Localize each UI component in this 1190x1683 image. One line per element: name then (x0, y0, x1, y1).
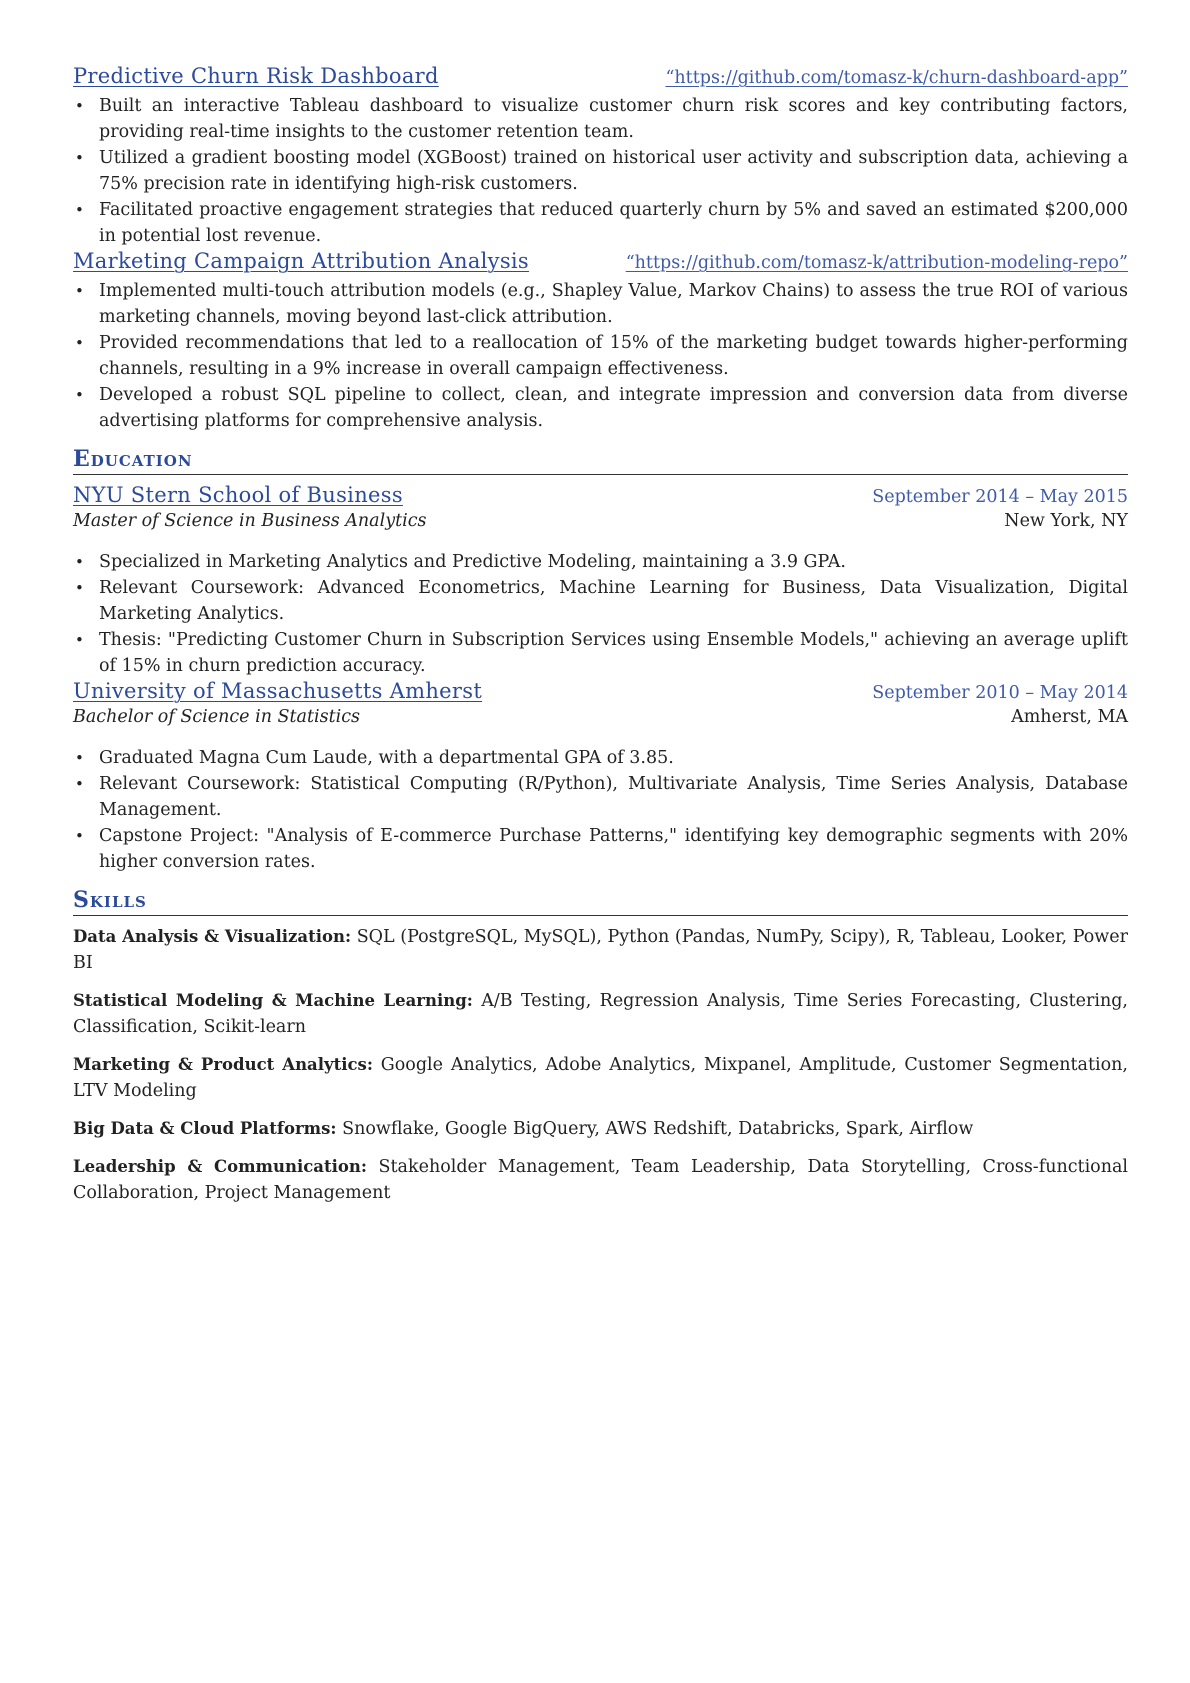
project-bullets (73, 278, 1128, 434)
location: New York, NY (1004, 511, 1128, 531)
project-repo-link[interactable]: “https://github.com/tomasz-k/churn-dashboard-app” (665, 68, 1128, 88)
skill-label: Statistical Modeling & Machine Learning: (73, 991, 473, 1010)
bullet-item: • Utilized a gradient boosting model (XGBoost) trained on historical user activity and subscription data, achieving a 75% precision rate in identifying high-risk customers. (73, 145, 1128, 197)
skill-row (73, 988, 1128, 1040)
bullet-item: • Graduated Magna Cum Laude, with a departmental GPA of 3.85. (73, 745, 1128, 771)
education-entry (73, 679, 1128, 875)
school-name[interactable]: University of Massachusetts Amherst (73, 679, 483, 703)
project-bullets (73, 93, 1128, 249)
skill-label: Marketing & Product Analytics: (73, 1055, 373, 1074)
bullet-item: • Thesis: "Predicting Customer Churn in Subscription Services using Ensemble Models," achieving an average uplift of 15% in churn prediction accuracy. (73, 627, 1128, 679)
bullet-item: • Capstone Project: "Analysis of E-commerce Purchase Patterns," identifying key demographic segments with 20% higher conversion rates. (73, 823, 1128, 875)
project-repo-link[interactable]: “https://github.com/tomasz-k/attribution-modeling-repo” (625, 253, 1128, 273)
bullet-item: • Provided recommendations that led to a reallocation of 15% of the marketing budget towards higher-performing channels, resulting in a 9% increase in overall campaign effectiveness. (73, 330, 1128, 382)
bullet-item: • Relevant Coursework: Statistical Computing (R/Python), Multivariate Analysis, Time Series Analysis, Database Management. (73, 771, 1128, 823)
education-header (73, 483, 1128, 511)
project-entry (73, 64, 1128, 249)
degree: Bachelor of Science in Statistics (73, 707, 360, 727)
project-title[interactable]: Marketing Campaign Attribution Analysis (73, 249, 529, 273)
degree: Master of Science in Business Analytics (73, 511, 427, 531)
section-heading-education: Education (73, 444, 1128, 475)
skill-row (73, 924, 1128, 976)
education-dates: September 2010 – May 2014 (872, 683, 1128, 703)
bullet-item: • Facilitated proactive engagement strategies that reduced quarterly churn by 5% and saved an estimated $200,000 in potential lost revenue. (73, 197, 1128, 249)
location: Amherst, MA (1011, 707, 1128, 727)
education-bullets (73, 745, 1128, 875)
bullet-item: • Developed a robust SQL pipeline to collect, clean, and integrate impression and conversion data from diverse advertising platforms for comprehensive analysis. (73, 382, 1128, 434)
bullet-item: • Relevant Coursework: Advanced Econometrics, Machine Learning for Business, Data Visualization, Digital Marketing Analytics. (73, 575, 1128, 627)
skill-text: SQL (PostgreSQL, MySQL), Python (Pandas, NumPy, Scipy), R, Tableau, Looker, Power BI (73, 927, 1128, 973)
education-bullets (73, 549, 1128, 679)
education-header (73, 679, 1128, 707)
education-subheader (73, 707, 1128, 737)
skill-row (73, 1154, 1128, 1206)
skill-row (73, 1116, 1128, 1142)
project-entry (73, 249, 1128, 434)
education-dates: September 2014 – May 2015 (872, 487, 1128, 507)
project-header (73, 249, 1128, 278)
skill-row (73, 1052, 1128, 1104)
bullet-item: • Built an interactive Tableau dashboard to visualize customer churn risk scores and key contributing factors, providing real-time insights to the customer retention team. (73, 93, 1128, 145)
section-heading-skills: Skills (73, 885, 1128, 916)
skill-text: A/B Testing, Regression Analysis, Time Series Forecasting, Clustering, Classification, Scikit-learn (73, 991, 1128, 1037)
skill-text: Stakeholder Management, Team Leadership, Data Storytelling, Cross-functional Collaboration, Project Management (73, 1157, 1129, 1203)
skill-label: Data Analysis & Visualization: (73, 927, 352, 946)
project-header (73, 64, 1128, 93)
education-entry (73, 483, 1128, 679)
school-name[interactable]: NYU Stern School of Business (73, 483, 403, 507)
skill-label: Big Data & Cloud Platforms: (73, 1119, 337, 1138)
skill-text: Snowflake, Google BigQuery, AWS Redshift, Databricks, Spark, Airflow (336, 1119, 974, 1139)
education-subheader (73, 511, 1128, 541)
skill-label: Leadership & Communication: (73, 1157, 367, 1176)
project-title[interactable]: Predictive Churn Risk Dashboard (73, 64, 439, 88)
skill-text: Google Analytics, Adobe Analytics, Mixpanel, Amplitude, Customer Segmentation, LTV Modeling (73, 1055, 1128, 1101)
resume-page (73, 64, 1128, 1218)
bullet-item: • Implemented multi-touch attribution models (e.g., Shapley Value, Markov Chains) to assess the true ROI of various marketing channels, moving beyond last-click attribution. (73, 278, 1128, 330)
bullet-item: • Specialized in Marketing Analytics and Predictive Modeling, maintaining a 3.9 GPA. (73, 549, 1128, 575)
